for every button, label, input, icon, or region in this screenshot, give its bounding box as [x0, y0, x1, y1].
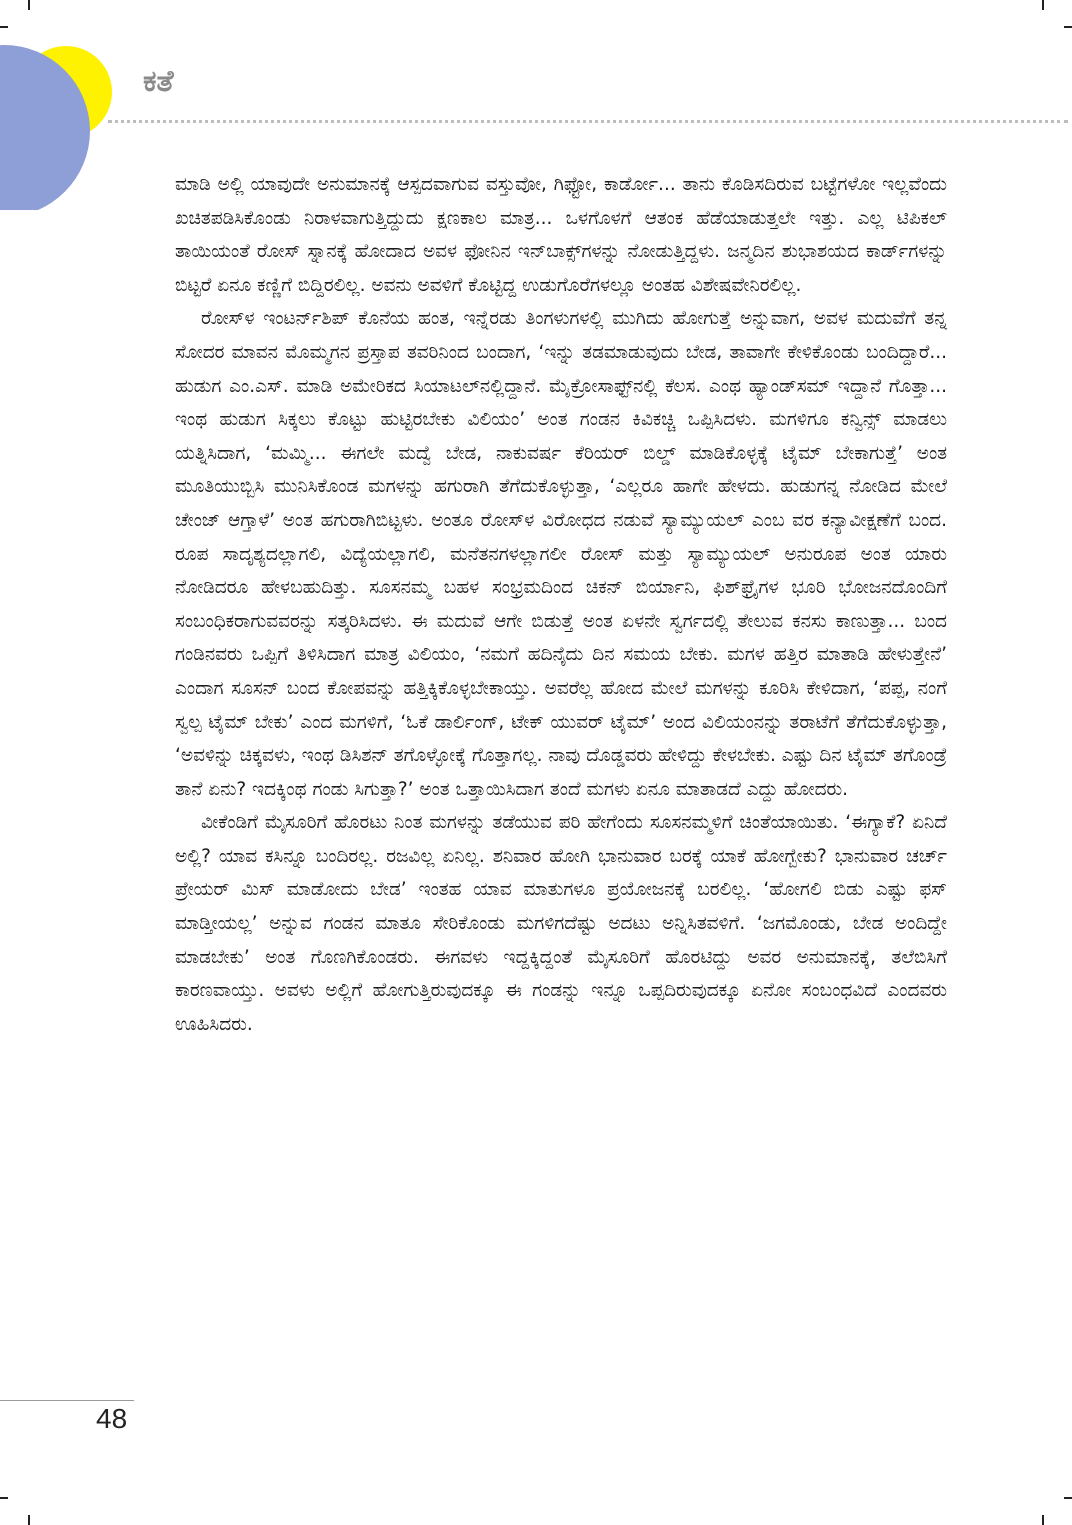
crop-mark	[1042, 0, 1044, 10]
crop-mark	[28, 1515, 30, 1525]
crop-mark	[1064, 1497, 1072, 1499]
header-divider	[108, 120, 1068, 123]
story-body	[175, 168, 947, 1041]
section-label: ಕತೆ	[143, 64, 174, 99]
paragraph: ಮಾಡಿ ಅಲ್ಲಿ ಯಾವುದೇ ಅನುಮಾನಕ್ಕೆ ಆಸ್ಪದವಾಗುವ ವಸ್ತುವೋ, ಗಿಫ್ಟೋ, ಕಾರ್ಡೋ... ತಾನು ಕೊಡಿಸದಿರುವ ಬಟ್ಟೆಗಳೋ ಇಲ್ಲವೆಂದು ಖಚಿತಪಡಿಸಿಕೊಂಡು ನಿರಾಳವಾಗುತ್ತಿದ್ದುದು ಕ್ಷಣಕಾಲ ಮಾತ್ರ... ಒಳಗೊಳಗೆ ಆತಂಕ ಹೆಡೆಯಾಡುತ್ತಲೇ ಇತ್ತು. ಎಲ್ಲ ಟಿಪಿಕಲ್ ತಾಯಿಯಂತೆ ರೋಸ್ ಸ್ನಾನಕ್ಕೆ ಹೋದಾದ ಅವಳ ಫೋನಿನ ಇನ್‌ಬಾಕ್ಸ್‌ಗಳನ್ನು ನೋಡುತ್ತಿದ್ದಳು. ಜನ್ಮದಿನ ಶುಭಾಶಯದ ಕಾರ್ಡ್‌ಗಳನ್ನು ಬಿಟ್ಟರೆ ಏನೂ ಕಣ್ಣಿಗೆ ಬಿದ್ದಿರಲಿಲ್ಲ. ಅವನು ಅವಳಿಗೆ ಕೊಟ್ಟಿದ್ದ ಉಡುಗೊರೆಗಳಲ್ಲೂ ಅಂತಹ ವಿಶೇಷವೇನಿರಲಿಲ್ಲ.	[175, 174, 947, 296]
paragraph: ರೋಸ್‌ಳ ಇಂಟರ್ನ್‌ಶಿಪ್ ಕೊನೆಯ ಹಂತ, ಇನ್ನೆರಡು ತಿಂಗಳುಗಳಲ್ಲಿ ಮುಗಿದು ಹೋಗುತ್ತೆ ಅನ್ನುವಾಗ, ಅವಳ ಮದುವೆಗೆ ತನ್ನ ಸೋದರ ಮಾವನ ಮೊಮ್ಮಗನ ಪ್ರಸ್ತಾಪ ತವರಿನಿಂದ ಬಂದಾಗ, ‘ಇನ್ನು ತಡಮಾಡುವುದು ಬೇಡ, ತಾವಾಗೇ ಕೇಳಿಕೊಂಡು ಬಂದಿದ್ದಾರೆ... ಹುಡುಗ ಎಂ.ಎಸ್. ಮಾಡಿ ಅಮೇರಿಕದ ಸಿಯಾಟಲ್‌ನಲ್ಲಿದ್ದಾನೆ. ಮೈಕ್ರೋಸಾಫ್ಟ್‌ನಲ್ಲಿ ಕೆಲಸ. ಎಂಥ ಹ್ಯಾಂಡ್‌ಸಮ್ ಇದ್ದಾನೆ ಗೊತ್ತಾ... ಇಂಥ ಹುಡುಗ ಸಿಕ್ಕಲು ಕೊಟ್ಟು ಹುಟ್ಟಿರಬೇಕು ವಿಲಿಯಂ’ ಅಂತ ಗಂಡನ ಕಿವಿಕಚ್ಚಿ ಒಪ್ಪಿಸಿದಳು. ಮಗಳಿಗೂ ಕನ್ವಿನ್ಸ್ ಮಾಡಲು ಯತ್ನಿಸಿದಾಗ, ‘ಮಮ್ಮಿ... ಈಗಲೇ ಮದ್ವೆ ಬೇಡ, ನಾಕುವರ್ಷ ಕೆರಿಯರ್ ಬಿಲ್ಡ್ ಮಾಡಿಕೊಳ್ಳಕ್ಕೆ ಟೈಮ್ ಬೇಕಾಗುತ್ತೆ’ ಅಂತ ಮೂತಿಯುಬ್ಬಿಸಿ ಮುನಿಸಿಕೊಂಡ ಮಗಳನ್ನು ಹಗುರಾಗಿ ತೆಗೆದುಕೊಳ್ಳುತ್ತಾ, ‘ಎಲ್ಲರೂ ಹಾಗೇ ಹೇಳದು. ಹುಡುಗನ್ನ ನೋಡಿದ ಮೇಲೆ ಚೇಂಜ್ ಆಗ್ತಾಳೆ’ ಅಂತ ಹಗುರಾಗಿಬಿಟ್ಟಳು. ಅಂತೂ ರೋಸ್‌ಳ ವಿರೋಧದ ನಡುವೆ ಸ್ಯಾಮ್ಯುಯಲ್ ಎಂಬ ವರ ಕನ್ಯಾವೀಕ್ಷಣೆಗೆ ಬಂದ. ರೂಪ ಸಾದೃಶ್ಯದಲ್ಲಾಗಲಿ, ವಿದ್ಯೆಯಲ್ಲಾಗಲಿ, ಮನೆತನಗಳಲ್ಲಾಗಲೀ ರೋಸ್ ಮತ್ತು ಸ್ಯಾಮ್ಯುಯಲ್ ಅನುರೂಪ ಅಂತ ಯಾರು ನೋಡಿದರೂ ಹೇಳಬಹುದಿತ್ತು. ಸೂಸನಮ್ಮ ಬಹಳ ಸಂಭ್ರಮದಿಂದ ಚಿಕನ್ ಬಿರ್ಯಾನಿ, ಫಿಶ್‌ಫ್ರೈಗಳ ಭೂರಿ ಭೋಜನದೊಂದಿಗೆ ಸಂಬಂಧಿಕರಾಗುವವರನ್ನು ಸತ್ಕರಿಸಿದಳು. ಈ ಮದುವೆ ಆಗೇ ಬಿಡುತ್ತೆ ಅಂತ ಏಳನೇ ಸ್ವರ್ಗದಲ್ಲಿ ತೇಲುವ ಕನಸು ಕಾಣುತ್ತಾ... ಬಂದ ಗಂಡಿನವರು ಒಪ್ಪಿಗೆ ತಿಳಿಸಿದಾಗ ಮಾತ್ರ ವಿಲಿಯಂ, ‘ನಮಗೆ ಹದಿನೈದು ದಿನ ಸಮಯ ಬೇಕು. ಮಗಳ ಹತ್ತಿರ ಮಾತಾಡಿ ಹೇಳುತ್ತೇನೆ’ ಎಂದಾಗ ಸೂಸನ್ ಬಂದ ಕೋಪವನ್ನು ಹತ್ತಿಕ್ಕಿಕೊಳ್ಳಬೇಕಾಯ್ತು. ಅವರೆಲ್ಲ ಹೋದ ಮೇಲೆ ಮಗಳನ್ನು ಕೂರಿಸಿ ಕೇಳಿದಾಗ, ‘ಪಪ್ಪ, ನಂಗೆ ಸ್ವಲ್ಪ ಟೈಮ್ ಬೇಕು’ ಎಂದ ಮಗಳಿಗೆ, ‘ಓಕೆ ಡಾರ್ಲಿಂಗ್, ಟೇಕ್ ಯುವರ್ ಟೈಮ್’ ಅಂದ ವಿಲಿಯಂನನ್ನು ತರಾಟೆಗೆ ತೆಗೆದುಕೊಳ್ಳುತ್ತಾ, ‘ಅವಳಿನ್ನು ಚಿಕ್ಕವಳು, ಇಂಥ ಡಿಸಿಶನ್ ತಗೊಳ್ಳೋಕ್ಕೆ ಗೊತ್ತಾಗಲ್ಲ. ನಾವು ದೊಡ್ಡವರು ಹೇಳಿದ್ದು ಕೇಳಬೇಕು. ಎಷ್ಟು ದಿನ ಟೈಮ್ ತಗೊಂಡ್ರೆ ತಾನೆ ಏನು? ಇದಕ್ಕಿಂಥ ಗಂಡು ಸಿಗುತ್ತಾ?’ ಅಂತ ಒತ್ತಾಯಿಸಿದಾಗ ತಂದೆ ಮಗಳು ಏನೂ ಮಾತಾಡದೆ ಎದ್ದು ಹೋದರು.	[175, 308, 947, 800]
crop-mark	[1042, 1515, 1044, 1525]
paragraph: ವೀಕೆಂಡಿಗೆ ಮೈಸೂರಿಗೆ ಹೊರಟು ನಿಂತ ಮಗಳನ್ನು ತಡೆಯುವ ಪರಿ ಹೇಗೆಂದು ಸೂಸನಮ್ಮಳಿಗೆ ಚಿಂತೆಯಾಯಿತು. ‘ಈಗ್ಯಾಕೆ? ಏನಿದೆ ಅಲ್ಲಿ? ಯಾವ ಕಸಿನ್ನೂ ಬಂದಿರಲ್ಲ. ರಜವಿಲ್ಲ ಏನಿಲ್ಲ. ಶನಿವಾರ ಹೋಗಿ ಭಾನುವಾರ ಬರಕ್ಕೆ ಯಾಕೆ ಹೋಗ್ಬೇಕು? ಭಾನುವಾರ ಚರ್ಚ್ ಪ್ರೇಯರ್ ಮಿಸ್ ಮಾಡೋದು ಬೇಡ’ ಇಂತಹ ಯಾವ ಮಾತುಗಳೂ ಪ್ರಯೋಜನಕ್ಕೆ ಬರಲಿಲ್ಲ. ‘ಹೋಗಲಿ ಬಿಡು ಎಷ್ಟು ಫಸ್ ಮಾಡ್ತೀಯಲ್ಲ’ ಅನ್ನುವ ಗಂಡನ ಮಾತೂ ಸೇರಿಕೊಂಡು ಮಗಳಿಗದೆಷ್ಟು ಅದಟು ಅನ್ನಿಸಿತವಳಿಗೆ. ‘ಜಗಮೊಂಡು, ಬೇಡ ಅಂದಿದ್ದೇ ಮಾಡಬೇಕು’ ಅಂತ ಗೊಣಗಿಕೊಂಡರು. ಈಗವಳು ಇದ್ದಕ್ಕಿದ್ದಂತೆ ಮೈಸೂರಿಗೆ ಹೊರಟಿದ್ದು ಅವರ ಅನುಮಾನಕ್ಕೆ, ತಲೆಬಿಸಿಗೆ ಕಾರಣವಾಯ್ತು. ಅವಳು ಅಲ್ಲಿಗೆ ಹೋಗುತ್ತಿರುವುದಕ್ಕೂ ಈ ಗಂಡನ್ನು ಇನ್ನೂ ಒಪ್ಪದಿರುವುದಕ್ಕೂ ಏನೋ ಸಂಬಂಧವಿದೆ ಎಂದವರು ಊಹಿಸಿದರು.	[175, 812, 947, 1035]
footer-divider	[0, 1400, 134, 1401]
page-number: 48	[96, 1403, 128, 1434]
decorative-circles	[0, 0, 130, 210]
crop-mark	[1064, 26, 1072, 28]
crop-mark	[0, 1497, 8, 1499]
